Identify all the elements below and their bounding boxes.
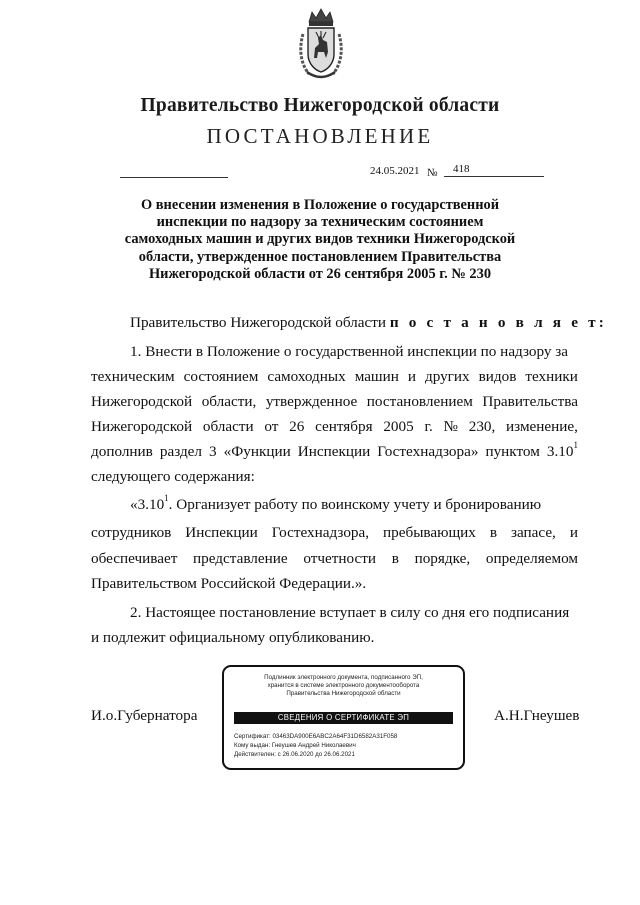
word: состоянием [183,368,259,385]
point-reference [546,440,578,461]
word: видов [478,368,517,385]
word: сотрудников [91,524,172,541]
word: «Функции [223,443,291,460]
word: Инспекции [297,443,371,460]
quote-point: «3.10 [130,496,165,513]
word: Гостехнадзора» [377,443,479,460]
stamp-line: Подлинник электронного документа, подписанного ЭП, [264,674,423,681]
word: определяемом [485,550,578,567]
superscript: 1 [573,440,578,450]
p2-line-1: 2. Настоящее постановление вступает в силу со дня его подписания [130,604,570,621]
word: изменение, [506,418,578,435]
p1-line-2 [91,368,578,386]
registration-blank-line [120,177,228,178]
document-date: 24.05.2021 [370,165,420,177]
word: техническим [91,368,175,385]
word: от [264,418,279,435]
word: самоходных [267,368,346,385]
word: Гостехнадзора, [271,524,370,541]
word: других [424,368,470,385]
word: 230, [468,418,496,435]
document-type: ПОСТАНОВЛЕНИЕ [206,124,434,148]
signer-position: И.о.Губернатора [91,707,198,724]
title-line: О внесении изменения в Положение о государственной [140,197,500,213]
word: 3 [209,443,217,460]
word: Нижегородской [91,393,193,410]
quote-line-4: Правительством Российской Федерации.». [91,575,367,592]
p1-line-1: 1. Внести в Положение о государственной инспекции по надзору за [130,343,568,360]
word: раздел [159,443,202,460]
certificate-owner: Кому выдан: Гнеушев Андрей Николаевич [234,742,356,749]
word: сентября [315,418,373,435]
certificate-validity: Действителен: с 26.06.2020 до 26.06.2021 [234,751,355,758]
resolves-word: п о с т а н о в л я е т: [389,314,608,331]
organization-name: Правительство Нижегородской области [140,95,500,116]
certificate-serial: Сертификат: 03463DA900E6ABC2A64F31D6582A31F058 [234,733,398,740]
certificate-info-bar: СВЕДЕНИЯ О СЕРТИФИКАТЕ ЭП [234,712,453,724]
p1-line-3 [91,393,578,411]
word: техники [525,368,578,385]
signer-name: А.Н.Гнеушев [494,707,580,724]
intro-text: Правительство Нижегородской области [130,314,387,331]
word: представление [193,550,288,567]
quote-text: . Организует работу по воинскому учету и бронированию [168,496,542,513]
number-sign: № [427,167,438,179]
superscript: 1 [164,493,169,503]
quote-line-2 [91,524,578,542]
quote-line-1 [130,493,578,514]
word: Инспекции [185,524,258,541]
word: в [489,524,498,541]
point-number: 3.10 [546,443,574,460]
word: пунктом [485,443,540,460]
title-line: самоходных машин и других видов техники Нижегородской [124,231,516,248]
intro-line [130,314,617,332]
word: обеспечивает [91,550,178,567]
electronic-signature-stamp [222,665,465,770]
title-line: инспекции по надзору за техническим состоянием [156,214,484,231]
word: машин [354,368,399,385]
quote-line-3 [91,550,578,568]
word: Правительства [482,393,578,410]
word: Нижегородской [91,418,193,435]
coat-of-arms-icon [297,8,345,82]
word: 2005 [383,418,414,435]
word: 26 [289,418,305,435]
word: постановлением [366,393,473,410]
word: и [569,524,578,541]
word: области, [201,393,257,410]
stamp-header [224,674,463,698]
word: запасе, [510,524,556,541]
title-line: Нижегородской области от 26 сентября 2005 г. № 230 [148,265,492,282]
word: в [391,550,399,567]
word: утвержденное [265,393,358,410]
word: порядке, [414,550,471,567]
word: г. [424,418,433,435]
stamp-line: Правительства Нижегородской области [286,690,401,697]
word: дополнив [91,443,153,460]
word: № [443,418,458,435]
p1-line-4 [91,418,578,436]
p2-line-2: и подлежит официальному опубликованию. [91,629,375,646]
document-number: 418 [444,163,544,177]
word: пребывающих [383,524,476,541]
word: области [202,418,254,435]
word: и [407,368,416,385]
document-title [110,197,530,283]
stamp-line: хранится в системе электронного документооборота [267,682,420,689]
word: отчетности [303,550,376,567]
title-line: области, утвержденное постановлением Правительства [138,248,502,265]
p1-line-5 [91,440,578,461]
p1-line-6: следующего содержания: [91,468,255,485]
